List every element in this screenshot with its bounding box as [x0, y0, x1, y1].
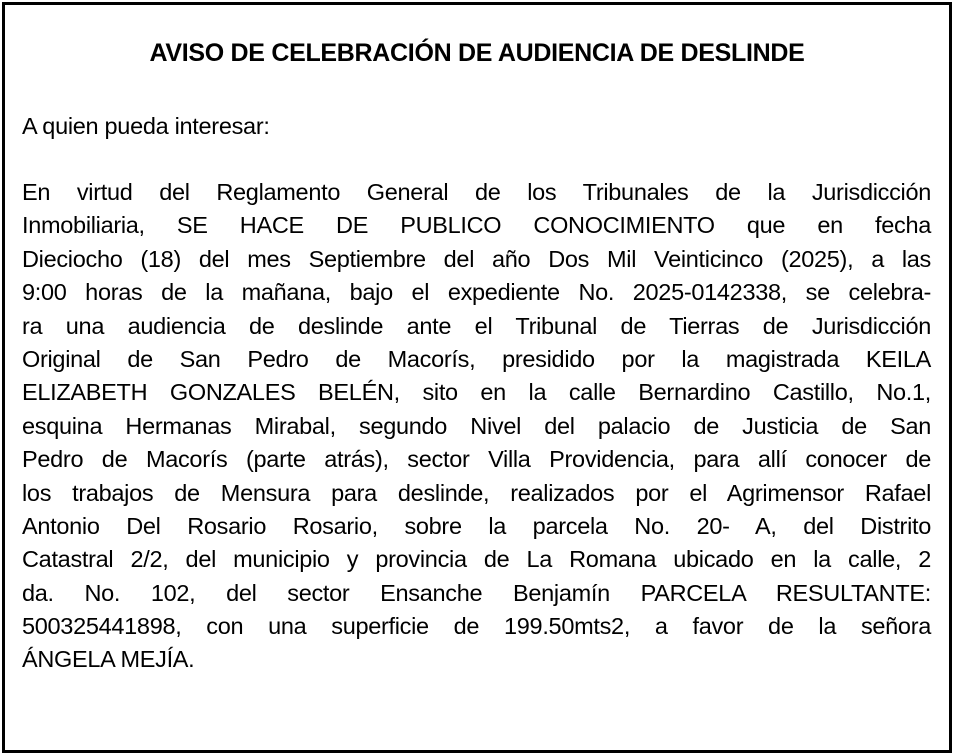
body-line: En virtud del Reglamento General de los Tribunales de la Jurisdicción [22, 179, 931, 205]
body-line: da. No. 102, del sector Ensanche Benjamín PARCELA RESULTANTE: [22, 579, 931, 606]
notice-salutation: A quien pueda interesar: [22, 113, 270, 139]
body-line: ra una audiencia de deslinde ante el Tribunal de Tierras de Jurisdicción [22, 312, 931, 339]
body-line: 9:00 horas de la mañana, bajo el expediente No. 2025-0142338, se celebra- [22, 279, 931, 306]
body-line: 500325441898, con una superficie de 199.50mts2, a favor de la señora [22, 613, 931, 640]
body-line: ÁNGELA MEJÍA. [22, 646, 195, 673]
body-line: Pedro de Macorís (parte atrás), sector Villa Providencia, para allí conocer de [22, 446, 931, 473]
body-line: Inmobiliaria, SE HACE DE PUBLICO CONOCIMIENTO que en fecha [22, 212, 931, 239]
body-line: Original de San Pedro de Macorís, presidido por la magistrada KEILA [22, 345, 931, 372]
notice-body [22, 176, 931, 677]
notice-title: AVISO DE CELEBRACIÓN DE AUDIENCIA DE DESLINDE [149, 39, 805, 67]
body-line: Catastral 2/2, del municipio y provincia de La Romana ubicado en la calle, 2 [22, 546, 931, 573]
body-line: Antonio Del Rosario Rosario, sobre la parcela No. 20- A, del Distrito [22, 512, 931, 539]
body-line: ELIZABETH GONZALES BELÉN, sito en la calle Bernardino Castillo, No.1, [22, 379, 931, 406]
body-line: esquina Hermanas Mirabal, segundo Nivel del palacio de Justicia de San [22, 412, 931, 439]
notice-frame [2, 2, 952, 753]
body-line: Dieciocho (18) del mes Septiembre del año Dos Mil Veinticinco (2025), a las [22, 245, 931, 272]
body-line: los trabajos de Mensura para deslinde, realizados por el Agrimensor Rafael [22, 479, 931, 506]
